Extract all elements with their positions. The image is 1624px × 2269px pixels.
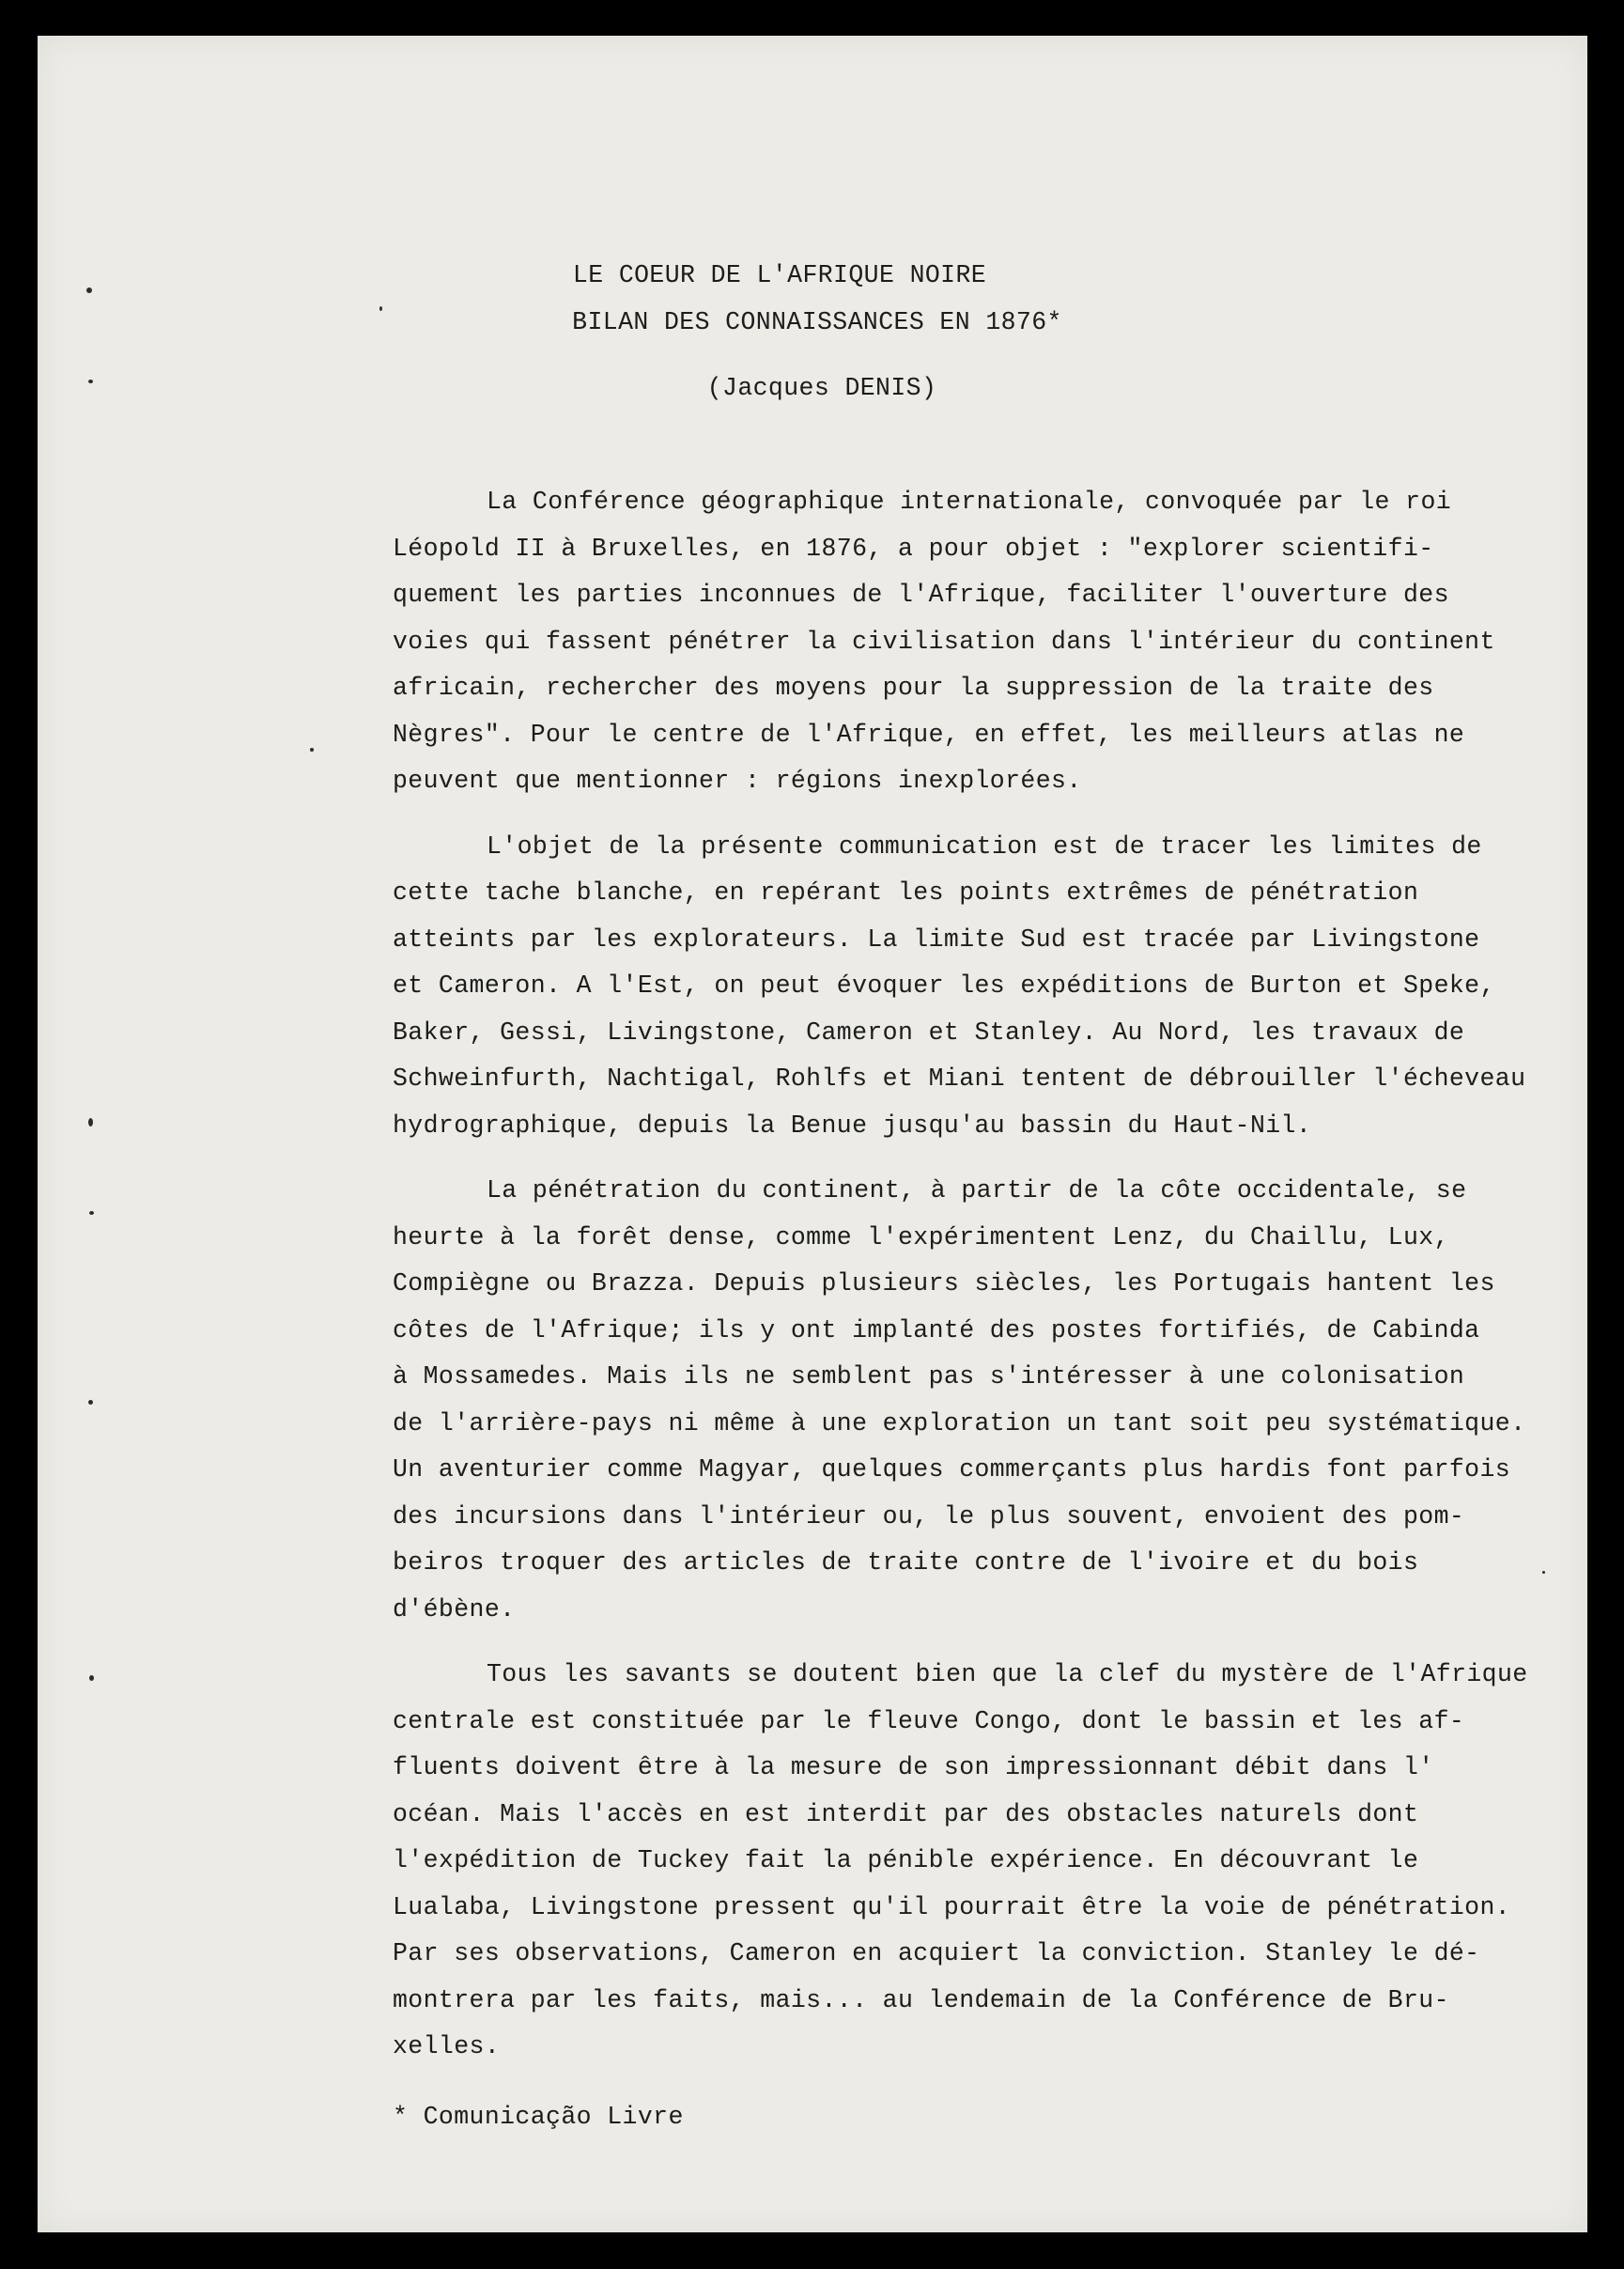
- paragraph-line: cette tache blanche, en repérant les points extrêmes de pénétration: [393, 878, 1419, 907]
- paragraph-line: l'expédition de Tuckey fait la pénible expérience. En découvrant le: [393, 1846, 1419, 1874]
- scan-speck: [379, 306, 382, 311]
- paragraph-line: à Mossamedes. Mais ils ne semblent pas s'intéresser à une colonisation: [393, 1362, 1465, 1391]
- paragraph-line: beiros troquer des articles de traite contre de l'ivoire et du bois: [393, 1548, 1419, 1577]
- title-line-1: LE COEUR DE L'AFRIQUE NOIRE: [572, 261, 987, 289]
- paragraph-line: montrera par les faits, mais... au lendemain de la Conférence de Bru-: [393, 1985, 1449, 2014]
- body-text: [393, 479, 1576, 2090]
- paragraph-line: Tous les savants se doutent bien que la clef du mystère de l'Afrique: [487, 1660, 1528, 1688]
- paragraph-line: océan. Mais l'accès en est interdit par des obstacles naturels dont: [393, 1799, 1419, 1828]
- paragraph-line: de l'arrière-pays ni même à une exploration un tant soit peu systématique.: [393, 1408, 1526, 1438]
- title-line-2: BILAN DES CONNAISSANCES EN 1876*: [572, 308, 1062, 336]
- paragraph-line: Un aventurier comme Magyar, quelques commerçants plus hardis font parfois: [393, 1455, 1511, 1484]
- scan-speck: [89, 1675, 94, 1681]
- paragraph-line: quement les parties inconnues de l'Afrique, faciliter l'ouverture des: [393, 581, 1449, 609]
- paragraph: [393, 1652, 1576, 2071]
- scan-speck: [88, 1118, 93, 1127]
- paragraph-line: côtes de l'Afrique; ils y ont implanté des postes fortifiés, de Cabinda: [393, 1315, 1480, 1344]
- paragraph-line: L'objet de la présente communication est de tracer les limites de: [487, 831, 1482, 861]
- paragraph-line: Par ses observations, Cameron en acquiert la conviction. Stanley le dé-: [393, 1939, 1480, 1967]
- paragraph-line: Compiègne ou Brazza. Depuis plusieurs siècles, les Portugais hantent les: [393, 1269, 1495, 1298]
- scan-speck: [86, 288, 92, 293]
- paragraph-line: Baker, Gessi, Livingstone, Cameron et Stanley. Au Nord, les travaux de: [393, 1018, 1465, 1047]
- paragraph-line: Léopold II à Bruxelles, en 1876, a pour objet : "explorer scientifi-: [393, 534, 1434, 563]
- paragraph-line: Lualaba, Livingstone pressent qu'il pourrait être la voie de pénétration.: [393, 1892, 1511, 1921]
- scan-speck: [1542, 1571, 1545, 1574]
- paragraph-line: heurte à la forêt dense, comme l'expérimentent Lenz, du Chaillu, Lux,: [393, 1222, 1449, 1251]
- scan-speck: [310, 748, 314, 752]
- scan-speck: [88, 1400, 93, 1405]
- paragraph-line: La Conférence géographique internationale, convoquée par le roi: [487, 488, 1452, 516]
- document-page: [38, 36, 1587, 2232]
- footnote: * Comunicação Livre: [393, 2103, 684, 2131]
- paragraph-line: d'ébène.: [393, 1594, 516, 1624]
- paragraph-line: peuvent que mentionner : régions inexplorées.: [393, 767, 1082, 795]
- paragraph-line: et Cameron. A l'Est, on peut évoquer les expéditions de Burton et Speke,: [393, 971, 1495, 1000]
- paragraph-line: voies qui fassent pénétrer la civilisation dans l'intérieur du continent: [393, 627, 1495, 656]
- scan-speck: [88, 380, 93, 383]
- paragraph-line: africain, rechercher des moyens pour la suppression de la traite des: [393, 674, 1434, 702]
- paragraph: [393, 479, 1576, 805]
- paragraph: [393, 1168, 1576, 1633]
- paragraph-line: Nègres". Pour le centre de l'Afrique, en effet, les meilleurs atlas ne: [393, 720, 1465, 749]
- author-line: (Jacques DENIS): [706, 374, 937, 402]
- title-block: [38, 252, 1587, 412]
- paragraph-line: centrale est constituée par le fleuve Congo, dont le bassin et les af-: [393, 1706, 1465, 1735]
- paragraph-line: xelles.: [393, 2032, 501, 2060]
- paragraph-line: Schweinfurth, Nachtigal, Rohlfs et Miani tentent de débrouiller l'écheveau: [393, 1065, 1526, 1093]
- scan-speck: [89, 1211, 94, 1215]
- paragraph-line: hydrographique, depuis la Benue jusqu'au bassin du Haut-Nil.: [393, 1111, 1312, 1140]
- paragraph-line: fluents doivent être à la mesure de son impressionnant débit dans l': [393, 1753, 1434, 1781]
- paragraph-line: atteints par les explorateurs. La limite Sud est tracée par Livingstone: [393, 925, 1480, 954]
- paragraph-line: des incursions dans l'intérieur ou, le plus souvent, envoient des pom-: [393, 1501, 1465, 1531]
- paragraph-line: La pénétration du continent, à partir de la côte occidentale, se: [487, 1176, 1467, 1204]
- paragraph: [393, 824, 1576, 1150]
